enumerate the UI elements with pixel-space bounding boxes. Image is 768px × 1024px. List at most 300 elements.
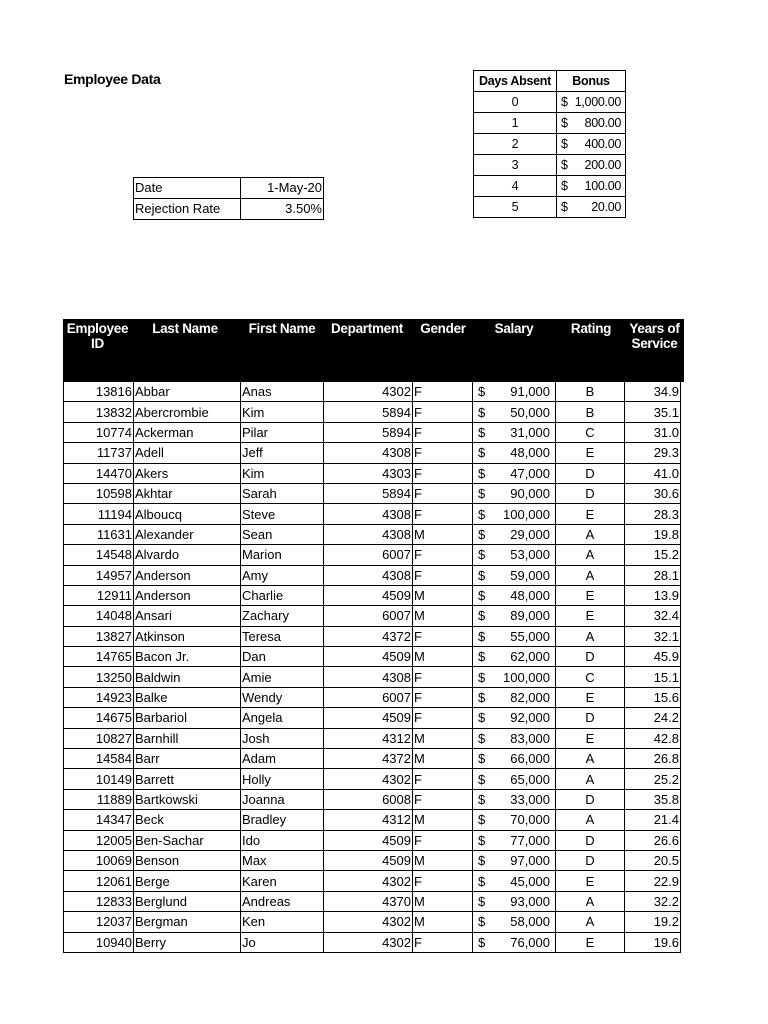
rating-cell[interactable]: E <box>556 871 625 891</box>
first-name-cell[interactable]: Josh <box>241 728 324 748</box>
salary-amount: 97,000 <box>510 853 550 869</box>
employee-id-cell[interactable]: 14675 <box>64 708 134 728</box>
department-cell[interactable]: 6007 <box>324 545 413 565</box>
employee-table <box>63 381 681 953</box>
years-of-service-cell[interactable]: 19.2 <box>625 912 681 932</box>
rating-cell[interactable]: A <box>556 810 625 830</box>
rating-cell[interactable]: D <box>556 708 625 728</box>
salary-amount: 100,000 <box>503 506 550 522</box>
salary-amount: 66,000 <box>510 751 550 767</box>
salary-cell[interactable] <box>473 687 556 707</box>
last-name-cell[interactable]: Barr <box>134 749 241 769</box>
last-name-cell[interactable]: Anderson <box>134 585 241 605</box>
last-name-cell[interactable]: Barrett <box>134 769 241 789</box>
gender-cell[interactable]: M <box>413 749 473 769</box>
table-row <box>64 422 681 442</box>
days-absent-cell[interactable]: 4 <box>474 176 557 197</box>
last-name-cell[interactable]: Benson <box>134 850 241 870</box>
header-rating[interactable]: Rating <box>570 321 612 336</box>
gender-cell[interactable]: M <box>413 585 473 605</box>
employee-table-header <box>63 319 684 382</box>
rating-cell[interactable]: B <box>556 402 625 422</box>
employee-id-cell[interactable]: 11194 <box>64 504 134 524</box>
years-of-service-cell[interactable]: 45.9 <box>625 647 681 667</box>
gender-cell[interactable]: M <box>413 912 473 932</box>
department-cell[interactable]: 4509 <box>324 830 413 850</box>
gender-cell[interactable]: F <box>413 565 473 585</box>
bonus-amount: 1,000.00 <box>574 95 621 109</box>
gender-cell[interactable]: M <box>413 810 473 830</box>
gender-cell[interactable]: F <box>413 382 473 402</box>
first-name-cell[interactable]: Holly <box>241 769 324 789</box>
years-of-service-cell[interactable]: 32.4 <box>625 606 681 626</box>
employee-id-cell[interactable]: 12037 <box>64 912 134 932</box>
salary-amount: 82,000 <box>510 690 550 706</box>
days-absent-cell[interactable]: 1 <box>474 113 557 134</box>
table-row <box>64 850 681 870</box>
rating-cell[interactable]: A <box>556 749 625 769</box>
first-name-cell[interactable]: Amy <box>241 565 324 585</box>
bonus-cell[interactable] <box>557 113 626 134</box>
years-of-service-cell[interactable]: 29.3 <box>625 443 681 463</box>
rating-cell[interactable]: D <box>556 483 625 503</box>
department-cell[interactable]: 4308 <box>324 565 413 585</box>
table-row <box>64 891 681 911</box>
last-name-cell[interactable]: Abercrombie <box>134 402 241 422</box>
years-of-service-cell[interactable]: 34.9 <box>625 382 681 402</box>
years-of-service-cell[interactable]: 19.8 <box>625 524 681 544</box>
department-cell[interactable]: 4509 <box>324 647 413 667</box>
currency-symbol: $ <box>561 200 568 214</box>
years-of-service-cell[interactable]: 35.8 <box>625 789 681 809</box>
first-name-cell[interactable]: Joanna <box>241 789 324 809</box>
gender-cell[interactable]: F <box>413 789 473 809</box>
years-of-service-cell[interactable]: 28.3 <box>625 504 681 524</box>
years-of-service-cell[interactable]: 31.0 <box>625 422 681 442</box>
currency-symbol: $ <box>478 771 486 787</box>
gender-cell[interactable]: F <box>413 667 473 687</box>
currency-symbol: $ <box>478 710 486 726</box>
employee-id-cell[interactable]: 10827 <box>64 728 134 748</box>
rating-cell[interactable]: A <box>556 769 625 789</box>
last-name-cell[interactable]: Baldwin <box>134 667 241 687</box>
department-cell[interactable]: 6008 <box>324 789 413 809</box>
first-name-cell[interactable]: Jeff <box>241 443 324 463</box>
employee-id-cell[interactable]: 13827 <box>64 626 134 646</box>
first-name-cell[interactable]: Anas <box>241 382 324 402</box>
salary-cell[interactable] <box>473 483 556 503</box>
first-name-cell[interactable]: Andreas <box>241 891 324 911</box>
employee-id-cell[interactable]: 14584 <box>64 749 134 769</box>
salary-cell[interactable] <box>473 545 556 565</box>
last-name-cell[interactable]: Adell <box>134 443 241 463</box>
salary-cell[interactable] <box>473 789 556 809</box>
header-gender[interactable]: Gender <box>420 321 466 336</box>
currency-symbol: $ <box>478 893 486 909</box>
salary-cell[interactable] <box>473 810 556 830</box>
table-row <box>64 830 681 850</box>
years-of-service-cell[interactable]: 25.2 <box>625 769 681 789</box>
gender-cell[interactable]: F <box>413 483 473 503</box>
years-of-service-cell[interactable]: 28.1 <box>625 565 681 585</box>
days-absent-cell[interactable]: 2 <box>474 134 557 155</box>
rating-cell[interactable]: D <box>556 789 625 809</box>
gender-cell[interactable]: F <box>413 402 473 422</box>
first-name-cell[interactable]: Jo <box>241 932 324 952</box>
gender-cell[interactable]: M <box>413 606 473 626</box>
employee-id-cell[interactable]: 10069 <box>64 850 134 870</box>
salary-cell[interactable] <box>473 463 556 483</box>
first-name-cell[interactable]: Zachary <box>241 606 324 626</box>
last-name-cell[interactable]: Akhtar <box>134 483 241 503</box>
rating-cell[interactable]: D <box>556 850 625 870</box>
salary-cell[interactable] <box>473 850 556 870</box>
last-name-cell[interactable]: Bergman <box>134 912 241 932</box>
bonus-cell[interactable] <box>557 134 626 155</box>
employee-id-cell[interactable]: 12911 <box>64 585 134 605</box>
employee-id-cell[interactable]: 14957 <box>64 565 134 585</box>
years-of-service-cell[interactable]: 42.8 <box>625 728 681 748</box>
bonus-cell[interactable] <box>557 155 626 176</box>
years-of-service-cell[interactable]: 15.2 <box>625 545 681 565</box>
department-cell[interactable]: 5894 <box>324 422 413 442</box>
years-of-service-cell[interactable]: 20.5 <box>625 850 681 870</box>
info-row-date <box>134 178 324 199</box>
first-name-cell[interactable]: Pilar <box>241 422 324 442</box>
department-cell[interactable]: 4303 <box>324 463 413 483</box>
years-of-service-cell[interactable]: 19.6 <box>625 932 681 952</box>
department-cell[interactable]: 4302 <box>324 871 413 891</box>
first-name-cell[interactable]: Karen <box>241 871 324 891</box>
employee-id-cell[interactable]: 11889 <box>64 789 134 809</box>
employee-id-cell[interactable]: 14470 <box>64 463 134 483</box>
days-absent-cell[interactable]: 3 <box>474 155 557 176</box>
currency-symbol: $ <box>478 832 486 848</box>
salary-cell[interactable] <box>473 626 556 646</box>
gender-cell[interactable]: F <box>413 769 473 789</box>
salary-cell[interactable] <box>473 402 556 422</box>
rating-cell[interactable]: A <box>556 565 625 585</box>
table-row <box>64 382 681 402</box>
info-value[interactable]: 1-May-20 <box>241 178 324 199</box>
department-cell[interactable]: 4302 <box>324 912 413 932</box>
header-last-name[interactable]: Last Name <box>152 321 218 336</box>
years-of-service-cell[interactable]: 41.0 <box>625 463 681 483</box>
info-box <box>133 177 324 220</box>
employee-id-cell[interactable]: 11737 <box>64 443 134 463</box>
currency-symbol: $ <box>478 628 486 644</box>
years-of-service-cell[interactable]: 15.6 <box>625 687 681 707</box>
salary-cell[interactable] <box>473 871 556 891</box>
table-row <box>64 504 681 524</box>
last-name-cell[interactable]: Barnhill <box>134 728 241 748</box>
salary-cell[interactable] <box>473 749 556 769</box>
rating-cell[interactable]: E <box>556 932 625 952</box>
department-cell[interactable]: 4302 <box>324 769 413 789</box>
header-department[interactable]: Department <box>330 321 403 336</box>
table-row <box>64 932 681 952</box>
employee-id-cell[interactable]: 12833 <box>64 891 134 911</box>
gender-cell[interactable]: F <box>413 463 473 483</box>
bonus-row <box>474 155 626 176</box>
department-cell[interactable]: 4370 <box>324 891 413 911</box>
department-cell[interactable]: 4509 <box>324 850 413 870</box>
last-name-cell[interactable]: Berry <box>134 932 241 952</box>
salary-cell[interactable] <box>473 932 556 952</box>
bonus-cell[interactable] <box>557 176 626 197</box>
last-name-cell[interactable]: Barbariol <box>134 708 241 728</box>
header-salary[interactable]: Salary <box>494 321 534 336</box>
gender-cell[interactable]: F <box>413 871 473 891</box>
last-name-cell[interactable]: Alboucq <box>134 504 241 524</box>
department-cell[interactable]: 4509 <box>324 585 413 605</box>
years-of-service-cell[interactable]: 22.9 <box>625 871 681 891</box>
rating-cell[interactable]: D <box>556 463 625 483</box>
bonus-cell[interactable] <box>557 92 626 113</box>
first-name-cell[interactable]: Steve <box>241 504 324 524</box>
first-name-cell[interactable]: Marion <box>241 545 324 565</box>
salary-cell[interactable] <box>473 422 556 442</box>
salary-cell[interactable] <box>473 443 556 463</box>
employee-id-cell[interactable]: 14923 <box>64 687 134 707</box>
gender-cell[interactable]: F <box>413 708 473 728</box>
first-name-cell[interactable]: Dan <box>241 647 324 667</box>
employee-id-cell[interactable]: 13250 <box>64 667 134 687</box>
employee-id-cell[interactable]: 13816 <box>64 382 134 402</box>
rating-cell[interactable]: D <box>556 830 625 850</box>
gender-cell[interactable]: F <box>413 422 473 442</box>
employee-id-cell[interactable]: 10940 <box>64 932 134 952</box>
department-cell[interactable]: 4308 <box>324 524 413 544</box>
salary-amount: 77,000 <box>510 832 550 848</box>
last-name-cell[interactable]: Anderson <box>134 565 241 585</box>
employee-id-cell[interactable]: 14048 <box>64 606 134 626</box>
first-name-cell[interactable]: Ido <box>241 830 324 850</box>
last-name-cell[interactable]: Abbar <box>134 382 241 402</box>
years-of-service-cell[interactable]: 26.6 <box>625 830 681 850</box>
salary-cell[interactable] <box>473 891 556 911</box>
rating-cell[interactable]: A <box>556 524 625 544</box>
gender-cell[interactable]: F <box>413 443 473 463</box>
salary-cell[interactable] <box>473 728 556 748</box>
salary-cell[interactable] <box>473 769 556 789</box>
table-row <box>64 789 681 809</box>
salary-cell[interactable] <box>473 565 556 585</box>
first-name-cell[interactable]: Amie <box>241 667 324 687</box>
salary-amount: 29,000 <box>510 526 550 542</box>
days-absent-cell[interactable]: 5 <box>474 197 557 218</box>
salary-amount: 48,000 <box>510 588 550 604</box>
department-cell[interactable]: 4308 <box>324 443 413 463</box>
rating-cell[interactable]: E <box>556 504 625 524</box>
rating-cell[interactable]: D <box>556 647 625 667</box>
salary-cell[interactable] <box>473 830 556 850</box>
rating-cell[interactable]: A <box>556 626 625 646</box>
currency-symbol: $ <box>478 608 486 624</box>
department-cell[interactable]: 5894 <box>324 402 413 422</box>
info-label[interactable]: Rejection Rate <box>134 199 241 220</box>
years-of-service-cell[interactable]: 24.2 <box>625 708 681 728</box>
department-cell[interactable]: 4312 <box>324 728 413 748</box>
salary-cell[interactable] <box>473 585 556 605</box>
first-name-cell[interactable]: Wendy <box>241 687 324 707</box>
last-name-cell[interactable]: Atkinson <box>134 626 241 646</box>
salary-amount: 50,000 <box>510 404 550 420</box>
bonus-header-bonus[interactable]: Bonus <box>557 71 626 92</box>
first-name-cell[interactable]: Kim <box>241 402 324 422</box>
first-name-cell[interactable]: Teresa <box>241 626 324 646</box>
department-cell[interactable]: 4509 <box>324 708 413 728</box>
last-name-cell[interactable]: Alexander <box>134 524 241 544</box>
salary-amount: 89,000 <box>510 608 550 624</box>
years-of-service-cell[interactable]: 32.1 <box>625 626 681 646</box>
first-name-cell[interactable]: Max <box>241 850 324 870</box>
header-first-name[interactable]: First Name <box>248 321 316 336</box>
salary-cell[interactable] <box>473 606 556 626</box>
years-of-service-cell[interactable]: 15.1 <box>625 667 681 687</box>
salary-amount: 55,000 <box>510 628 550 644</box>
employee-id-cell[interactable]: 14548 <box>64 545 134 565</box>
currency-symbol: $ <box>478 792 486 807</box>
gender-cell[interactable]: F <box>413 504 473 524</box>
gender-cell[interactable]: M <box>413 850 473 870</box>
years-of-service-cell[interactable]: 35.1 <box>625 402 681 422</box>
department-cell[interactable]: 4372 <box>324 626 413 646</box>
table-row <box>64 626 681 646</box>
salary-amount: 47,000 <box>510 465 550 481</box>
salary-cell[interactable] <box>473 708 556 728</box>
table-row <box>64 524 681 544</box>
gender-cell[interactable]: M <box>413 524 473 544</box>
rating-cell[interactable]: A <box>556 891 625 911</box>
years-of-service-cell[interactable]: 13.9 <box>625 585 681 605</box>
gender-cell[interactable]: F <box>413 932 473 952</box>
rating-cell[interactable]: E <box>556 687 625 707</box>
last-name-cell[interactable]: Akers <box>134 463 241 483</box>
bonus-row <box>474 197 626 218</box>
salary-cell[interactable] <box>473 647 556 667</box>
first-name-cell[interactable]: Angela <box>241 708 324 728</box>
salary-cell[interactable] <box>473 382 556 402</box>
first-name-cell[interactable]: Bradley <box>241 810 324 830</box>
gender-cell[interactable]: F <box>413 830 473 850</box>
employee-id-cell[interactable]: 10598 <box>64 483 134 503</box>
department-cell[interactable]: 6007 <box>324 687 413 707</box>
first-name-cell[interactable]: Charlie <box>241 585 324 605</box>
salary-amount: 31,000 <box>510 424 550 440</box>
years-of-service-cell[interactable]: 30.6 <box>625 483 681 503</box>
rating-cell[interactable]: A <box>556 912 625 932</box>
last-name-cell[interactable]: Bacon Jr. <box>134 647 241 667</box>
last-name-cell[interactable]: Berge <box>134 871 241 891</box>
salary-amount: 76,000 <box>510 934 550 950</box>
department-cell[interactable]: 4308 <box>324 667 413 687</box>
department-cell[interactable]: 4302 <box>324 382 413 402</box>
gender-cell[interactable]: M <box>413 891 473 911</box>
rating-cell[interactable]: E <box>556 728 625 748</box>
bonus-row <box>474 113 626 134</box>
years-of-service-cell[interactable]: 32.2 <box>625 891 681 911</box>
salary-amount: 58,000 <box>510 914 550 930</box>
days-absent-cell[interactable]: 0 <box>474 92 557 113</box>
rating-cell[interactable]: E <box>556 606 625 626</box>
info-value[interactable]: 3.50% <box>241 199 324 220</box>
employee-id-cell[interactable]: 14765 <box>64 647 134 667</box>
currency-symbol: $ <box>478 873 486 889</box>
department-cell[interactable]: 4308 <box>324 504 413 524</box>
employee-id-cell[interactable]: 13832 <box>64 402 134 422</box>
department-cell[interactable]: 4372 <box>324 749 413 769</box>
last-name-cell[interactable]: Ansari <box>134 606 241 626</box>
first-name-cell[interactable]: Adam <box>241 749 324 769</box>
currency-symbol: $ <box>561 137 568 151</box>
first-name-cell[interactable]: Sean <box>241 524 324 544</box>
gender-cell[interactable]: F <box>413 687 473 707</box>
last-name-cell[interactable]: Ackerman <box>134 422 241 442</box>
gender-cell[interactable]: M <box>413 647 473 667</box>
rating-cell[interactable]: E <box>556 443 625 463</box>
salary-amount: 62,000 <box>510 649 550 665</box>
bonus-amount: 400.00 <box>584 137 621 151</box>
salary-cell[interactable] <box>473 524 556 544</box>
last-name-cell[interactable]: Alvardo <box>134 545 241 565</box>
currency-symbol: $ <box>478 751 486 767</box>
salary-cell[interactable] <box>473 912 556 932</box>
info-label[interactable]: Date <box>134 178 241 199</box>
department-cell[interactable]: 4302 <box>324 932 413 952</box>
table-row <box>64 463 681 483</box>
employee-id-cell[interactable]: 14347 <box>64 810 134 830</box>
currency-symbol: $ <box>478 669 486 685</box>
rating-cell[interactable]: B <box>556 382 625 402</box>
rating-cell[interactable]: E <box>556 585 625 605</box>
department-cell[interactable]: 5894 <box>324 483 413 503</box>
rating-cell[interactable]: C <box>556 422 625 442</box>
employee-id-cell[interactable]: 12005 <box>64 830 134 850</box>
salary-cell[interactable] <box>473 504 556 524</box>
last-name-cell[interactable]: Bartkowski <box>134 789 241 809</box>
header-employee-id[interactable]: Employee ID <box>66 321 129 351</box>
bonus-cell[interactable] <box>557 197 626 218</box>
rating-cell[interactable]: A <box>556 545 625 565</box>
last-name-cell[interactable]: Berglund <box>134 891 241 911</box>
employee-id-cell[interactable]: 12061 <box>64 871 134 891</box>
table-row <box>64 565 681 585</box>
years-of-service-cell[interactable]: 21.4 <box>625 810 681 830</box>
employee-id-cell[interactable]: 10149 <box>64 769 134 789</box>
gender-cell[interactable]: M <box>413 728 473 748</box>
salary-cell[interactable] <box>473 667 556 687</box>
employee-id-cell[interactable]: 10774 <box>64 422 134 442</box>
years-of-service-cell[interactable]: 26.8 <box>625 749 681 769</box>
first-name-cell[interactable]: Ken <box>241 912 324 932</box>
first-name-cell[interactable]: Sarah <box>241 483 324 503</box>
last-name-cell[interactable]: Beck <box>134 810 241 830</box>
gender-cell[interactable]: F <box>413 626 473 646</box>
gender-cell[interactable]: F <box>413 545 473 565</box>
department-cell[interactable]: 6007 <box>324 606 413 626</box>
bonus-row <box>474 92 626 113</box>
header-years-of-service[interactable]: Years of Service <box>629 321 680 351</box>
rating-cell[interactable]: C <box>556 667 625 687</box>
bonus-header-days[interactable]: Days Absent <box>474 71 557 92</box>
first-name-cell[interactable]: Kim <box>241 463 324 483</box>
table-row <box>64 667 681 687</box>
last-name-cell[interactable]: Balke <box>134 687 241 707</box>
employee-id-cell[interactable]: 11631 <box>64 524 134 544</box>
last-name-cell[interactable]: Ben-Sachar <box>134 830 241 850</box>
department-cell[interactable]: 4312 <box>324 810 413 830</box>
